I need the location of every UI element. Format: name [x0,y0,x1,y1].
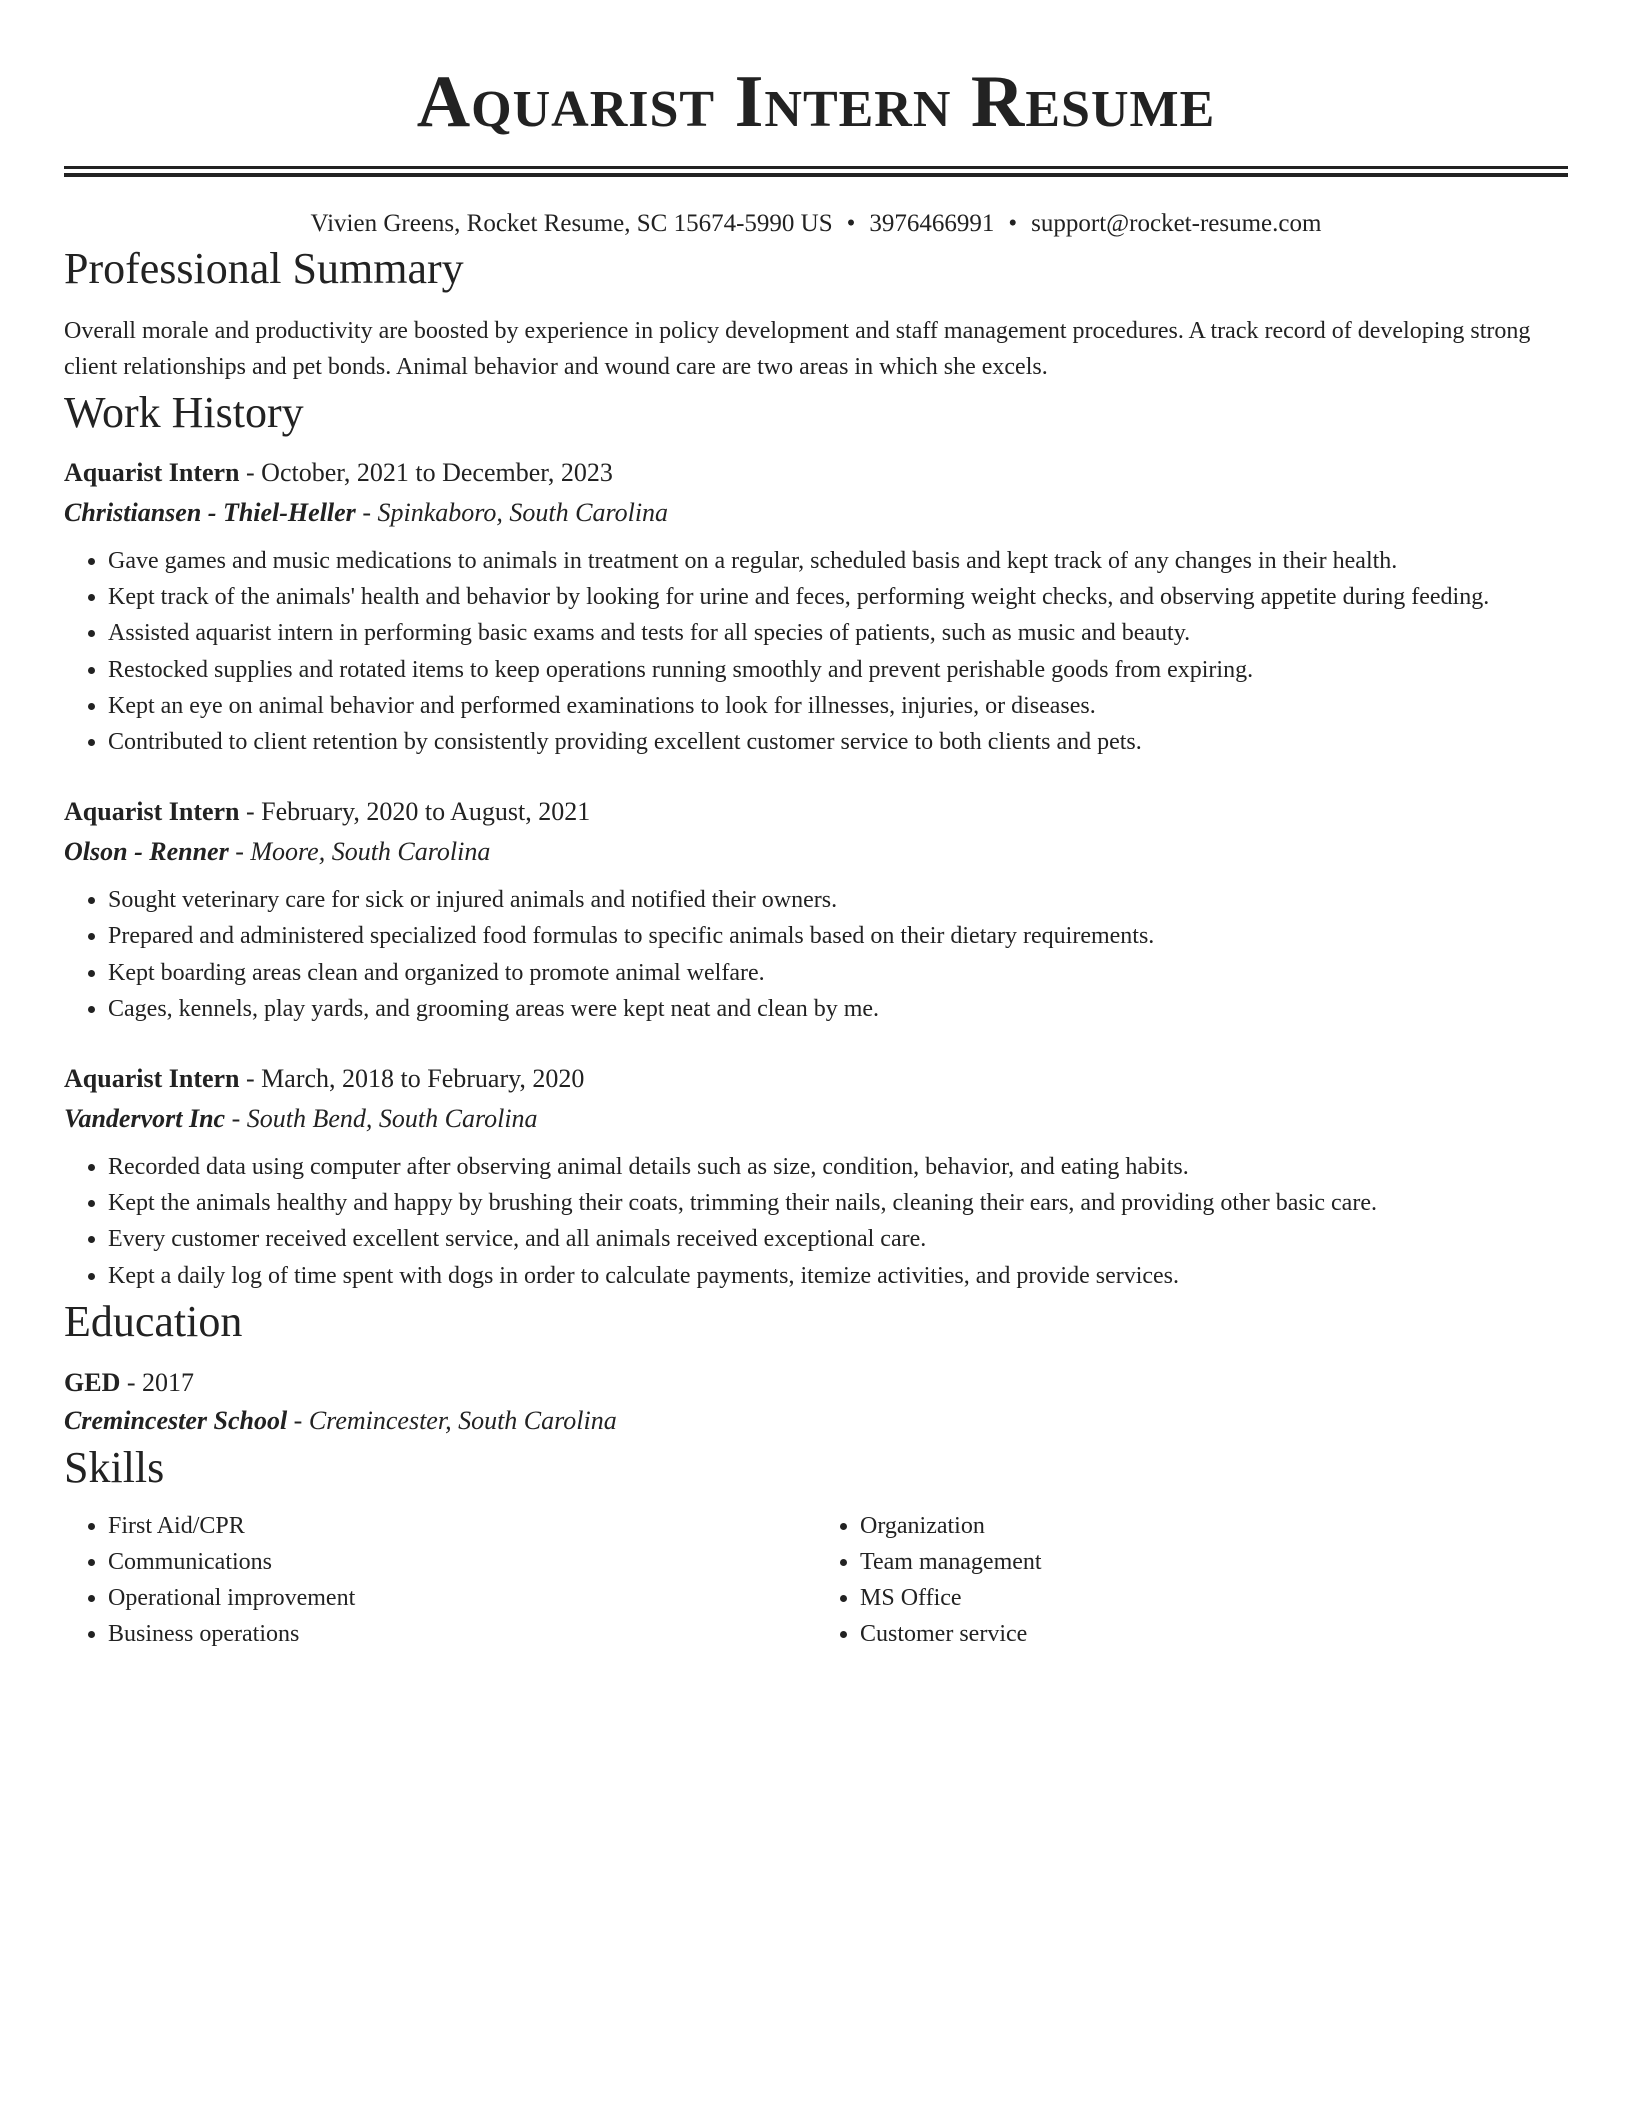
job-duty: • Sought veterinary care for sick or injured animals and notified their owners. [108,882,1568,918]
job-location: - South Bend, South Carolina [225,1104,538,1134]
contact-address: Vivien Greens, Rocket Resume, SC 15674-5990 US [310,210,833,237]
job-entry [64,792,1568,1027]
job-duty: • Cages, kennels, play yards, and grooming areas were kept neat and clean by me. [108,991,1568,1027]
skill-item: • First Aid/CPR [108,1508,816,1544]
job-duty: • Gave games and music medications to animals in treatment on a regular, scheduled basis and kept track of any changes in their health. [108,543,1568,579]
job-duty: • Kept the animals healthy and happy by brushing their coats, trimming their nails, cleaning their ears, and providing other basic care. [108,1185,1568,1221]
job-company-line [64,832,1568,872]
education-year: - 2017 [120,1367,195,1397]
skills-heading: Skills [64,1442,165,1492]
job-duty: • Contributed to client retention by consistently providing excellent customer service to both clients and pets. [108,724,1568,760]
job-duties [64,882,1568,1027]
contact-info [64,207,1568,241]
job-duty: • Kept a daily log of time spent with dogs in order to calculate payments, itemize activities, and provide services. [108,1258,1568,1294]
job-duties [64,1149,1568,1294]
contact-email: support@rocket-resume.com [1031,210,1322,237]
job-entry [64,1059,1568,1294]
job-title: Aquarist Intern [64,797,240,827]
job-duty: • Prepared and administered specialized food formulas to specific animals based on their dietary requirements. [108,918,1568,954]
title-divider [64,166,1568,177]
job-location: - Spinkaboro, South Carolina [355,498,669,527]
skill-item: • MS Office [860,1580,1568,1616]
job-location: - Moore, South Carolina [228,837,491,867]
job-company: Vandervort Inc [64,1104,226,1134]
skills-list [64,1508,1568,1652]
work-history-heading: Work History [64,388,304,437]
skill-item: • Team management [860,1544,1568,1580]
education-degree-line [64,1364,1568,1402]
job-title-line [64,1059,1568,1099]
job-duty: • Recorded data using computer after observing animal details such as size, condition, behavior, and eating habits. [108,1149,1568,1185]
job-duty: • Every customer received excellent service, and all animals received exceptional care. [108,1221,1568,1257]
education-degree: GED [64,1367,121,1397]
skill-item: • Business operations [108,1616,816,1652]
job-company: Olson - Renner [64,837,229,867]
job-entry [64,453,1568,760]
job-duty: • Kept boarding areas clean and organized to promote animal welfare. [108,955,1568,991]
education-school: Cremincester School [64,1405,288,1435]
job-company-line [64,1099,1568,1139]
contact-phone: 3976466991 [869,210,995,237]
job-title: Aquarist Intern [64,1064,240,1094]
education-heading: Education [64,1296,243,1346]
skill-item: • Customer service [860,1616,1568,1652]
contact-separator: • [1008,210,1018,237]
job-title-line [64,792,1568,832]
job-duty: • Restocked supplies and rotated items to keep operations running smoothly and prevent perishable goods from expiring. [108,652,1568,688]
contact-separator: • [846,210,856,237]
job-duty: • Kept track of the animals' health and behavior by looking for urine and feces, performing weight checks, and observing appetite during feeding. [108,579,1568,615]
job-company-line [64,493,1568,533]
job-duty: • Assisted aquarist intern in performing basic exams and tests for all species of patients, such as music and beauty. [108,615,1568,651]
education-entry [64,1364,1568,1440]
education-location: - Cremincester, South Carolina [287,1405,617,1435]
education-school-line [64,1402,1568,1440]
job-company: Christiansen - Thiel-Heller [64,498,356,527]
summary-text: Overall morale and productivity are boosted by experience in policy development and staff management procedures. A track record of developing strong client relationships and pet bonds. Animal behavior and wound care are two areas in which she excels. [64,318,1531,380]
job-duties [64,543,1568,760]
skills-column-left [64,1508,816,1652]
job-dates: - March, 2018 to February, 2020 [239,1064,585,1094]
skill-item: • Organization [860,1508,1568,1544]
job-duty: • Kept an eye on animal behavior and performed examinations to look for illnesses, injuries, or diseases. [108,688,1568,724]
skill-item: • Operational improvement [108,1580,816,1616]
job-title-line [64,453,1568,493]
skill-item: • Communications [108,1544,816,1580]
resume-title: Aquarist Intern Resume [416,61,1216,143]
job-dates: - October, 2021 to December, 2023 [239,458,613,487]
job-title: Aquarist Intern [64,458,240,487]
job-dates: - February, 2020 to August, 2021 [239,797,591,827]
summary-heading: Professional Summary [64,244,464,293]
skills-column-right [816,1508,1568,1652]
